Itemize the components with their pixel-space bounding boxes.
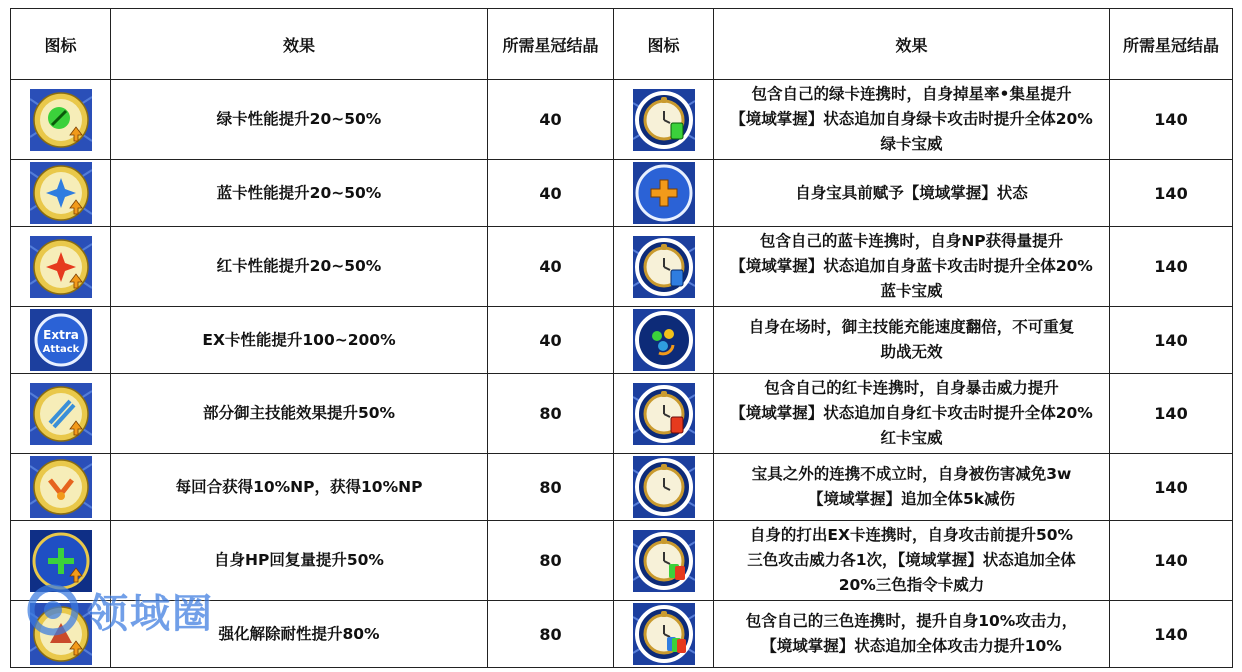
green-card-up-icon [30,89,92,151]
table-row [11,520,1233,600]
left-icon-cell [11,373,111,453]
effect-right [714,226,1110,306]
effect-right [714,373,1110,453]
effect-right [714,454,1110,521]
cost-left: 80 [488,520,614,600]
cost-right: 140 [1110,307,1233,374]
table-row [11,601,1233,668]
effect-right-line: 包含自己的绿卡连携时，自身掉星率•集星提升 [751,85,1072,104]
header-cost-right: 所需星冠结晶 [1110,9,1233,80]
effect-right-line: 宝具之外的连携不成立时，自身被伤害减免3w [751,465,1072,484]
effect-left: EX卡性能提升100~200% [111,307,488,374]
right-icon-cell [614,373,714,453]
right-icon-cell [614,160,714,227]
effect-right [714,520,1110,600]
svg-text:Extra: Extra [42,328,79,343]
debuff-resist-up-icon [30,603,92,665]
table-row [11,226,1233,306]
watermark-text: 领域圈 [88,590,214,637]
effect-left: 部分御主技能效果提升50% [111,373,488,453]
left-icon-cell [11,307,111,374]
skill-charge-icon [633,309,695,371]
left-icon-cell [11,160,111,227]
cost-left: 80 [488,454,614,521]
extra-attack-icon [30,309,92,371]
effect-right [714,601,1110,668]
cost-left: 40 [488,160,614,227]
cost-right: 140 [1110,160,1233,227]
effect-left: 蓝卡性能提升20~50% [111,160,488,227]
effect-right-line: 自身在场时，御主技能充能速度翻倍，不可重复 [748,318,1075,337]
right-icon-cell [614,601,714,668]
effect-left: 强化解除耐性提升80% [111,601,488,668]
effect-right-line: 三色攻击威力各1次，【境域掌握】状态追加全体 [747,551,1076,570]
cost-right: 140 [1110,454,1233,521]
effect-left: 绿卡性能提升20~50% [111,80,488,160]
left-icon-cell [11,601,111,668]
left-icon-cell [11,80,111,160]
cost-left: 80 [488,373,614,453]
right-icon-cell [614,307,714,374]
effect-right-line: 【境域掌握】状态追加全体攻击力提升10% [761,637,1062,656]
pocket-watch-green-card-icon [633,89,695,151]
svg-text:Attack: Attack [42,344,79,356]
effect-right [714,160,1110,227]
effect-right-line: 【境域掌握】状态追加自身红卡攻击时提升全体20% [730,404,1093,423]
effect-left: 每回合获得10%NP，获得10%NP [111,454,488,521]
cost-left: 80 [488,601,614,668]
header-cost-left: 所需星冠结晶 [488,9,614,80]
effect-right-line: 【境域掌握】状态追加自身蓝卡攻击时提升全体20% [730,257,1093,276]
plus-buff-icon [633,162,695,224]
effect-left: 红卡性能提升20~50% [111,226,488,306]
crystal-cost-table [10,8,1233,668]
effect-right-line: 包含自己的红卡连携时，自身暴击威力提升 [764,379,1059,398]
master-skill-up-icon [30,383,92,445]
np-gain-icon [30,456,92,518]
cost-left: 40 [488,226,614,306]
effect-right-line: 包含自己的三色连携时，提升自身10%攻击力， [745,612,1078,631]
effect-right-line: 蓝卡宝威 [880,282,943,301]
table-row [11,307,1233,374]
cost-left: 40 [488,307,614,374]
red-card-up-icon [30,236,92,298]
right-icon-cell [614,520,714,600]
effect-right-line: 绿卡宝威 [880,135,943,154]
pocket-watch-tricolor-card-icon [633,603,695,665]
header-effect-right: 效果 [714,9,1110,80]
header-row [11,9,1233,80]
effect-right-line: 助战无效 [880,343,943,362]
effect-right-line: 红卡宝威 [880,429,943,448]
table-row [11,80,1233,160]
effect-right-line: 包含自己的蓝卡连携时，自身NP获得量提升 [759,232,1064,251]
right-icon-cell [614,454,714,521]
effect-right-line: 【境域掌握】状态追加自身绿卡攻击时提升全体20% [730,110,1093,129]
pocket-watch-red-card-icon [633,383,695,445]
table-row [11,454,1233,521]
hp-recovery-up-icon [30,530,92,592]
effect-left: 自身HP回复量提升50% [111,520,488,600]
table-row [11,160,1233,227]
left-icon-cell [11,226,111,306]
cost-right: 140 [1110,601,1233,668]
header-icon-left: 图标 [11,9,111,80]
cost-left: 40 [488,80,614,160]
right-icon-cell [614,226,714,306]
left-icon-cell [11,520,111,600]
effect-right [714,80,1110,160]
pocket-watch-ex-card-icon [633,530,695,592]
effect-right-line: 20%三色指令卡威力 [838,576,985,595]
header-icon-right: 图标 [614,9,714,80]
cost-right: 140 [1110,226,1233,306]
pocket-watch-blue-card-icon [633,236,695,298]
blue-card-up-icon [30,162,92,224]
right-icon-cell [614,80,714,160]
header-effect-left: 效果 [111,9,488,80]
effect-right-line: 自身的打出EX卡连携时，自身攻击前提升50% [749,526,1074,545]
cost-right: 140 [1110,80,1233,160]
left-icon-cell [11,454,111,521]
effect-right-line: 自身宝具前赋予【境域掌握】状态 [795,183,1028,202]
cost-right: 140 [1110,373,1233,453]
effect-right [714,307,1110,374]
effect-right-line: 【境域掌握】追加全体5k减伤 [807,490,1016,509]
cost-right: 140 [1110,520,1233,600]
table-row [11,373,1233,453]
pocket-watch-icon [633,456,695,518]
